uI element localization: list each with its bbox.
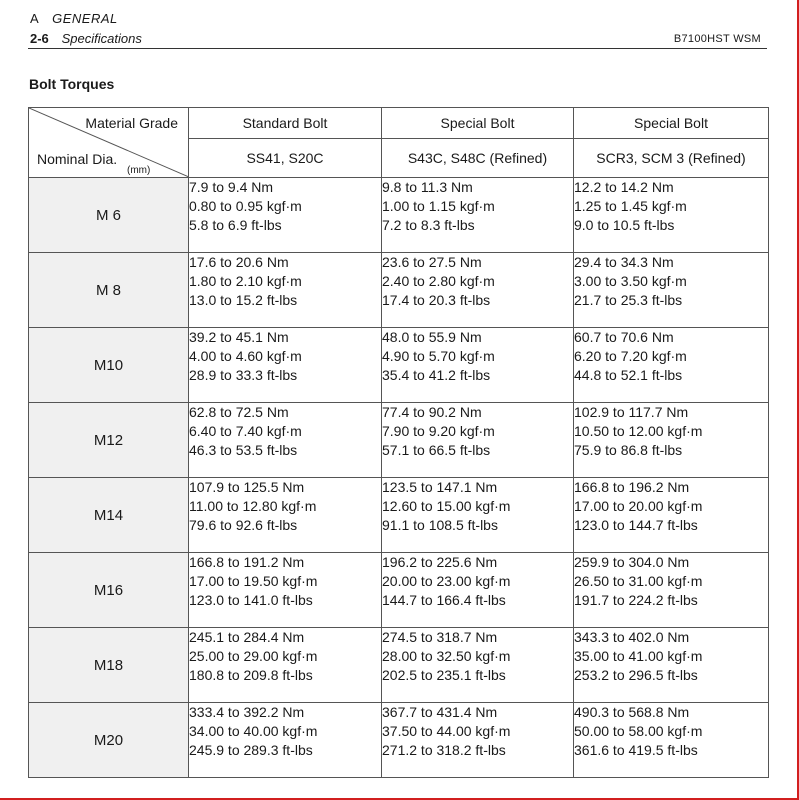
nominal-size-cell: M16 bbox=[29, 553, 189, 628]
table-row bbox=[29, 178, 769, 253]
torque-value-nm: 333.4 to 392.2 Nm bbox=[189, 704, 305, 720]
grade-header-special-alloy: Special Bolt bbox=[574, 108, 769, 139]
nominal-size-cell: M18 bbox=[29, 628, 189, 703]
torque-value-nm: 48.0 to 55.9 Nm bbox=[382, 329, 482, 345]
torque-value-nm: 166.8 to 196.2 Nm bbox=[574, 479, 690, 495]
torque-value-ftlbs: 253.2 to 296.5 ft-lbs bbox=[574, 667, 698, 683]
torque-cell bbox=[382, 253, 574, 328]
torque-value-kgf: 50.00 to 58.00 kgf·m bbox=[574, 723, 703, 739]
torque-value-nm: 196.2 to 225.6 Nm bbox=[382, 554, 498, 570]
section-heading bbox=[30, 11, 118, 26]
torque-cell bbox=[574, 628, 769, 703]
torque-value-ftlbs: 123.0 to 141.0 ft-lbs bbox=[189, 592, 313, 608]
section-heading-title: GENERAL bbox=[52, 11, 118, 26]
nominal-size-cell: M10 bbox=[29, 328, 189, 403]
torque-value-nm: 29.4 to 34.3 Nm bbox=[574, 254, 674, 270]
torque-value-nm: 245.1 to 284.4 Nm bbox=[189, 629, 305, 645]
torque-value-nm: 23.6 to 27.5 Nm bbox=[382, 254, 482, 270]
torque-value-kgf: 12.60 to 15.00 kgf·m bbox=[382, 498, 511, 514]
unit-label: (mm) bbox=[127, 165, 151, 176]
torque-value-ftlbs: 57.1 to 66.5 ft-lbs bbox=[382, 442, 491, 458]
material-header-special-refined: S43C, S48C (Refined) bbox=[382, 139, 574, 178]
table-row bbox=[29, 328, 769, 403]
torque-cell bbox=[574, 178, 769, 253]
torque-value-ftlbs: 75.9 to 86.8 ft-lbs bbox=[574, 442, 683, 458]
torque-value-nm: 60.7 to 70.6 Nm bbox=[574, 329, 674, 345]
corner-header-cell bbox=[29, 108, 189, 178]
torque-cell bbox=[574, 253, 769, 328]
header-divider bbox=[28, 48, 767, 49]
torque-value-kgf: 2.40 to 2.80 kgf·m bbox=[382, 273, 495, 289]
torque-value-nm: 17.6 to 20.6 Nm bbox=[189, 254, 289, 270]
torque-value-kgf: 10.50 to 12.00 kgf·m bbox=[574, 423, 703, 439]
page-title: Bolt Torques bbox=[29, 76, 115, 92]
torque-cell bbox=[574, 703, 769, 778]
torque-value-ftlbs: 191.7 to 224.2 ft-lbs bbox=[574, 592, 698, 608]
torque-cell bbox=[574, 553, 769, 628]
table-row bbox=[29, 703, 769, 778]
torque-value-nm: 77.4 to 90.2 Nm bbox=[382, 404, 482, 420]
torque-cell bbox=[382, 178, 574, 253]
nominal-size-cell: M20 bbox=[29, 703, 189, 778]
torque-value-ftlbs: 35.4 to 41.2 ft-lbs bbox=[382, 367, 491, 383]
torque-value-kgf: 25.00 to 29.00 kgf·m bbox=[189, 648, 318, 664]
torque-cell bbox=[382, 703, 574, 778]
torque-cell bbox=[382, 628, 574, 703]
nominal-dia-label: Nominal Dia. bbox=[37, 151, 118, 167]
torque-value-kgf: 35.00 to 41.00 kgf·m bbox=[574, 648, 703, 664]
torque-value-ftlbs: 5.8 to 6.9 ft-lbs bbox=[189, 217, 282, 233]
subsection-heading bbox=[30, 31, 142, 46]
torque-value-kgf: 1.80 to 2.10 kgf·m bbox=[189, 273, 302, 289]
table-row bbox=[29, 403, 769, 478]
torque-value-nm: 12.2 to 14.2 Nm bbox=[574, 179, 674, 195]
nominal-size-cell: M12 bbox=[29, 403, 189, 478]
torque-cell bbox=[189, 253, 382, 328]
material-header-standard: SS41, S20C bbox=[189, 139, 382, 178]
torque-cell bbox=[574, 328, 769, 403]
torque-value-nm: 123.5 to 147.1 Nm bbox=[382, 479, 498, 495]
material-header-special-alloy: SCR3, SCM 3 (Refined) bbox=[574, 139, 769, 178]
torque-value-ftlbs: 13.0 to 15.2 ft-lbs bbox=[189, 292, 298, 308]
subsection-number: 2-6 bbox=[30, 31, 49, 46]
torque-value-ftlbs: 91.1 to 108.5 ft-lbs bbox=[382, 517, 498, 533]
torque-value-ftlbs: 144.7 to 166.4 ft-lbs bbox=[382, 592, 506, 608]
torque-value-ftlbs: 17.4 to 20.3 ft-lbs bbox=[382, 292, 491, 308]
torque-value-kgf: 28.00 to 32.50 kgf·m bbox=[382, 648, 511, 664]
torque-value-kgf: 0.80 to 0.95 kgf·m bbox=[189, 198, 302, 214]
torque-value-kgf: 20.00 to 23.00 kgf·m bbox=[382, 573, 511, 589]
torque-value-kgf: 34.00 to 40.00 kgf·m bbox=[189, 723, 318, 739]
torque-cell bbox=[574, 403, 769, 478]
material-grade-label: Material Grade bbox=[85, 115, 178, 131]
subsection-title: Specifications bbox=[61, 31, 142, 46]
torque-cell bbox=[382, 478, 574, 553]
grade-header-special-refined: Special Bolt bbox=[382, 108, 574, 139]
torque-value-kgf: 1.00 to 1.15 kgf·m bbox=[382, 198, 495, 214]
torque-cell bbox=[382, 553, 574, 628]
torque-value-ftlbs: 44.8 to 52.1 ft-lbs bbox=[574, 367, 683, 383]
grade-header-row bbox=[29, 108, 769, 139]
nominal-size-cell: M 6 bbox=[29, 178, 189, 253]
torque-value-kgf: 7.90 to 9.20 kgf·m bbox=[382, 423, 495, 439]
torque-value-nm: 62.8 to 72.5 Nm bbox=[189, 404, 289, 420]
torque-value-kgf: 37.50 to 44.00 kgf·m bbox=[382, 723, 511, 739]
torque-value-kgf: 26.50 to 31.00 kgf·m bbox=[574, 573, 703, 589]
torque-value-ftlbs: 180.8 to 209.8 ft-lbs bbox=[189, 667, 313, 683]
torque-value-ftlbs: 46.3 to 53.5 ft-lbs bbox=[189, 442, 298, 458]
section-letter: A bbox=[30, 11, 40, 26]
torque-value-kgf: 17.00 to 19.50 kgf·m bbox=[189, 573, 318, 589]
torque-value-nm: 343.3 to 402.0 Nm bbox=[574, 629, 690, 645]
torque-cell bbox=[189, 703, 382, 778]
torque-cell bbox=[382, 403, 574, 478]
torque-value-kgf: 6.20 to 7.20 kgf·m bbox=[574, 348, 687, 364]
table-row bbox=[29, 553, 769, 628]
torque-value-kgf: 6.40 to 7.40 kgf·m bbox=[189, 423, 302, 439]
torque-value-ftlbs: 9.0 to 10.5 ft-lbs bbox=[574, 217, 675, 233]
torque-value-kgf: 3.00 to 3.50 kgf·m bbox=[574, 273, 687, 289]
torque-value-nm: 9.8 to 11.3 Nm bbox=[382, 179, 473, 195]
torque-value-nm: 274.5 to 318.7 Nm bbox=[382, 629, 498, 645]
torque-cell bbox=[189, 478, 382, 553]
torque-value-kgf: 4.00 to 4.60 kgf·m bbox=[189, 348, 302, 364]
torque-value-ftlbs: 7.2 to 8.3 ft-lbs bbox=[382, 217, 475, 233]
torque-value-kgf: 17.00 to 20.00 kgf·m bbox=[574, 498, 703, 514]
torque-cell bbox=[189, 553, 382, 628]
torque-value-nm: 490.3 to 568.8 Nm bbox=[574, 704, 690, 720]
torque-value-ftlbs: 361.6 to 419.5 ft-lbs bbox=[574, 742, 698, 758]
torque-value-kgf: 4.90 to 5.70 kgf·m bbox=[382, 348, 495, 364]
torque-value-ftlbs: 271.2 to 318.2 ft-lbs bbox=[382, 742, 506, 758]
torque-value-ftlbs: 123.0 to 144.7 ft-lbs bbox=[574, 517, 698, 533]
torque-value-nm: 102.9 to 117.7 Nm bbox=[574, 404, 689, 420]
torque-value-nm: 367.7 to 431.4 Nm bbox=[382, 704, 498, 720]
torque-value-kgf: 1.25 to 1.45 kgf·m bbox=[574, 198, 687, 214]
torque-cell bbox=[189, 628, 382, 703]
torque-value-nm: 166.8 to 191.2 Nm bbox=[189, 554, 305, 570]
torque-value-nm: 7.9 to 9.4 Nm bbox=[189, 179, 274, 195]
torque-cell bbox=[189, 178, 382, 253]
table-row bbox=[29, 478, 769, 553]
torque-cell bbox=[574, 478, 769, 553]
torque-value-nm: 259.9 to 304.0 Nm bbox=[574, 554, 690, 570]
table-row bbox=[29, 628, 769, 703]
torque-value-ftlbs: 79.6 to 92.6 ft-lbs bbox=[189, 517, 298, 533]
torque-cell bbox=[189, 328, 382, 403]
grade-header-standard: Standard Bolt bbox=[189, 108, 382, 139]
nominal-size-cell: M14 bbox=[29, 478, 189, 553]
nominal-size-cell: M 8 bbox=[29, 253, 189, 328]
torque-value-nm: 39.2 to 45.1 Nm bbox=[189, 329, 289, 345]
torque-value-ftlbs: 202.5 to 235.1 ft-lbs bbox=[382, 667, 506, 683]
document-id: B7100HST WSM bbox=[673, 33, 761, 45]
torque-value-kgf: 11.00 to 12.80 kgf·m bbox=[189, 498, 317, 514]
torque-value-ftlbs: 21.7 to 25.3 ft-lbs bbox=[574, 292, 683, 308]
torque-cell bbox=[189, 403, 382, 478]
bolt-torque-table bbox=[28, 107, 769, 778]
torque-value-ftlbs: 245.9 to 289.3 ft-lbs bbox=[189, 742, 313, 758]
table-row bbox=[29, 253, 769, 328]
torque-value-ftlbs: 28.9 to 33.3 ft-lbs bbox=[189, 367, 298, 383]
torque-cell bbox=[382, 328, 574, 403]
torque-value-nm: 107.9 to 125.5 Nm bbox=[189, 479, 305, 495]
